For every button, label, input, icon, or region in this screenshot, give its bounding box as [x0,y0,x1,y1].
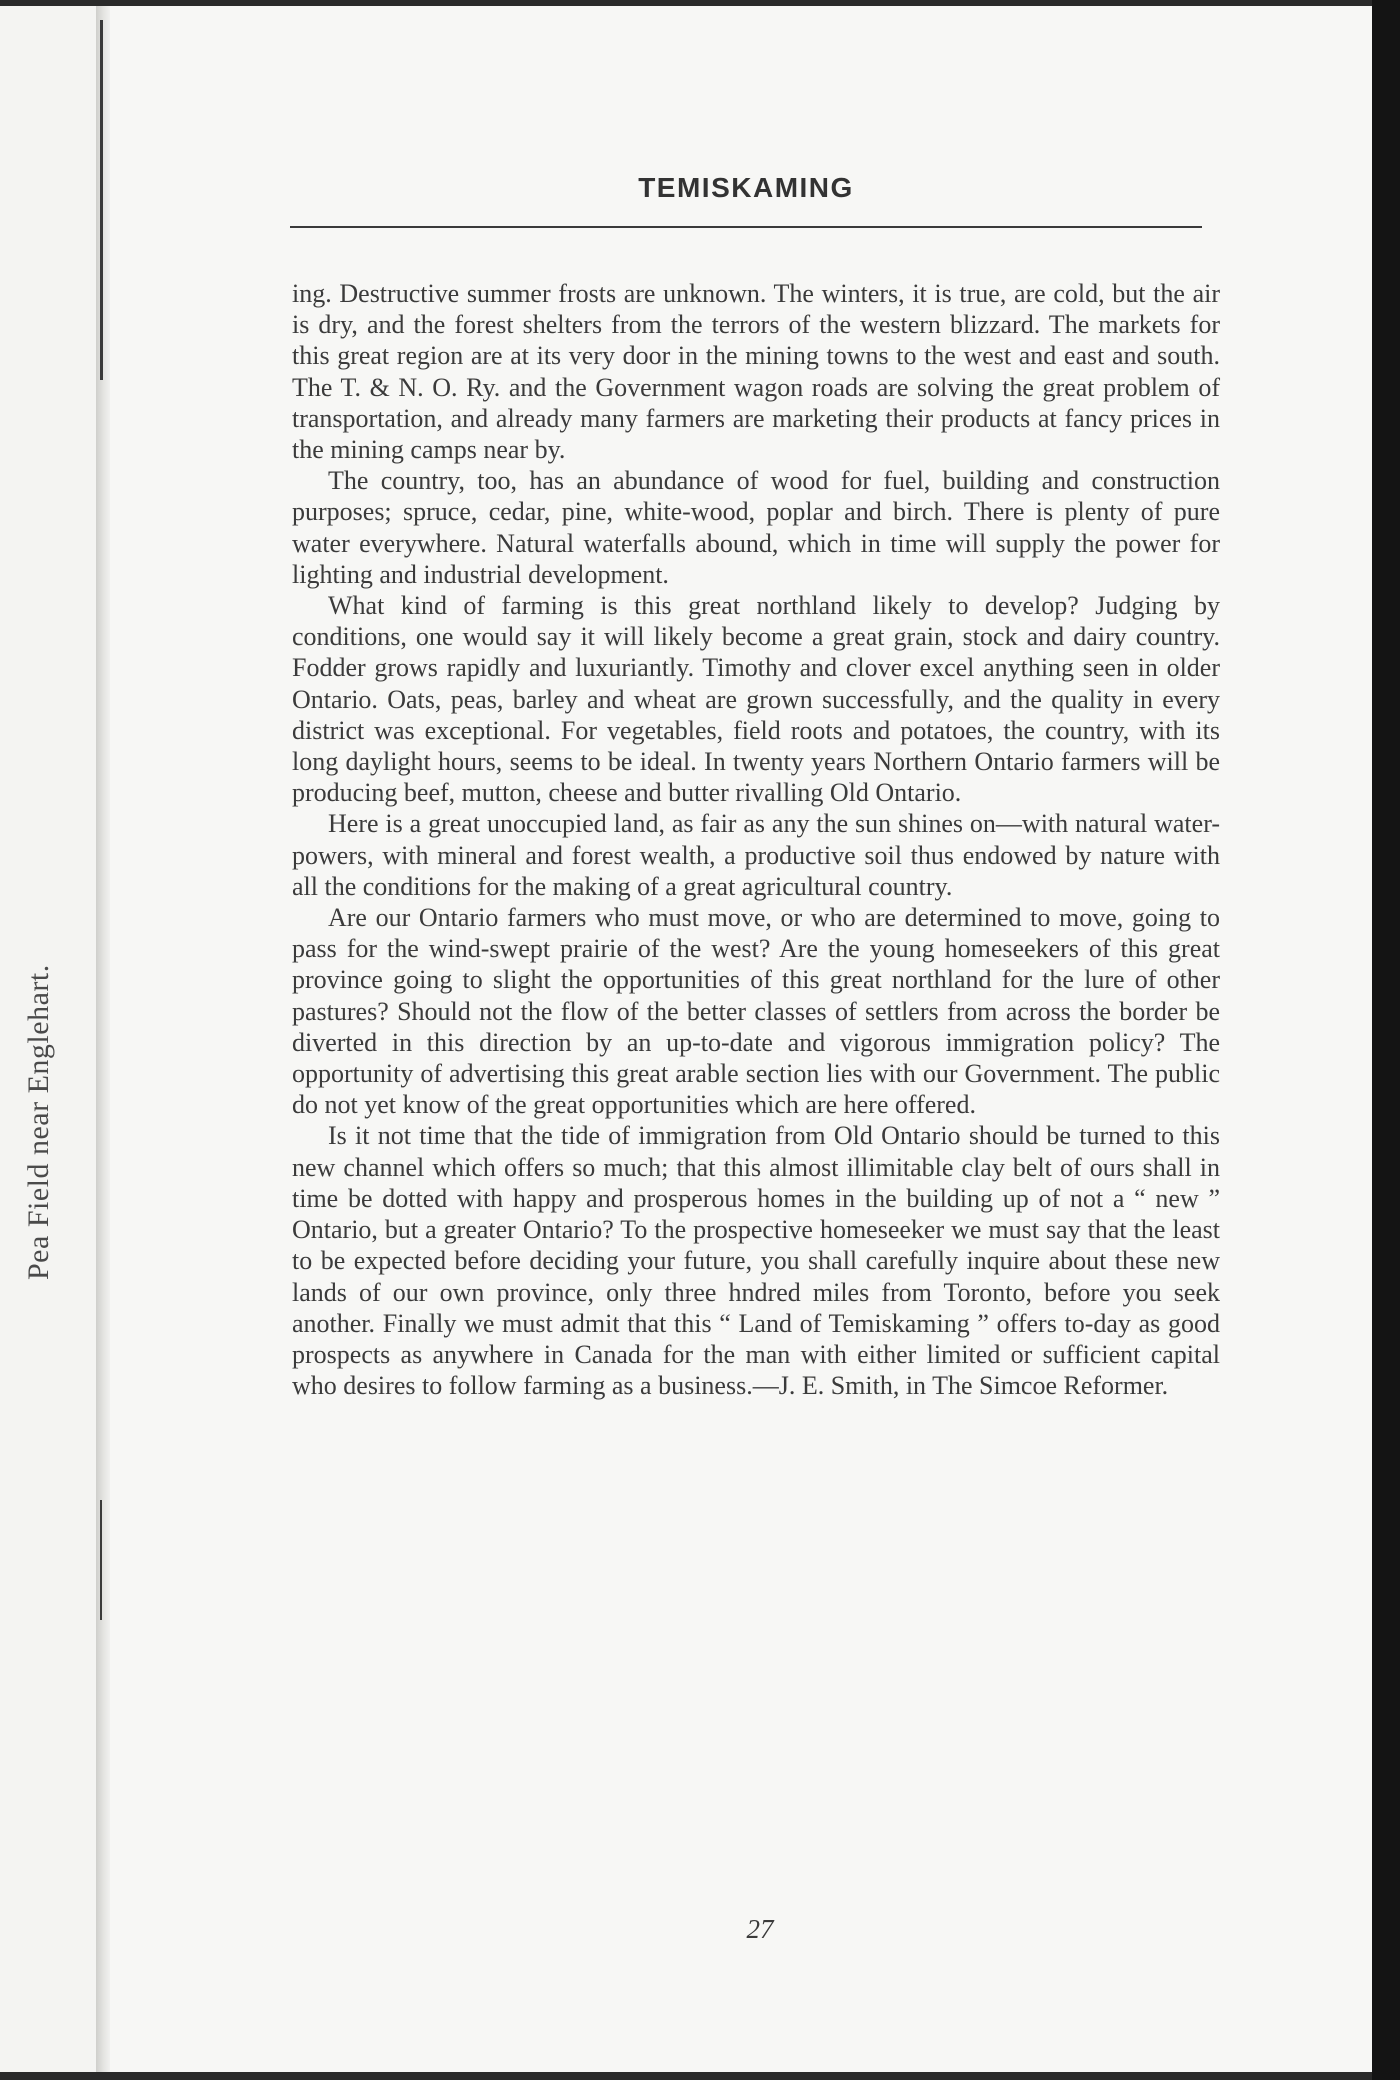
scan-right-edge [1372,0,1400,2080]
spine-dark-line [100,20,103,380]
book-spine-shadow [96,6,110,2072]
paragraph-3: What kind of farming is this great northland likely to develop? Judging by conditions, one would say it will likely become a great grain, stock and dairy country. Fodder grows rapidly and luxuriantly. Timothy and clover excel anything seen in older Ontario. Oats, peas, barley and wheat are grown successfully, and the quality in every district was exceptional. For vegetables, field roots and potatoes, the country, with its long daylight hours, seems to be ideal. In twenty years Northern Ontario farmers will be producing beef, mutton, cheese and butter rivalling Old Ontario. [292,591,1220,808]
paragraph-5: Are our Ontario farmers who must move, or who are determined to move, going to pass for the wind-swept prairie of the west? Are the young homeseekers of this great province going to slight the opportunities of this great northland for the lure of other pastures? Should not the flow of the better classes of settlers from across the border be diverted in this direction by an up-to-date and vigorous immigration policy? The opportunity of advertising this great arable section lies with our Government. The public do not yet know of the great opportunities which are here offered. [292,903,1220,1120]
facing-page-caption: Pea Field near Englehart. [22,964,55,1280]
spine-dark-line-lower [100,1500,102,1620]
paragraph-6: Is it not time that the tide of immigration from Old Ontario should be turned to this new channel which offers so much; that this almost illimitable clay belt of ours shall in time be dotted with happy and prosperous homes in the building up of not a “ new ” Ontario, but a greater Ontario? To the prospective homeseeker we must say that the least to be expected before deciding your future, you shall carefully inquire about these new lands of our own province, only three hndred miles from Toronto, before you seek another. Finally we must admit that this “ Land of Temiskaming ” offers to-day as good prospects as anywhere in Canada for the man with either limited or sufficient capital who desires to follow farming as a business.—J. E. Smith, in The Simcoe Reformer. [292,1121,1220,1401]
paragraph-4: Here is a great unoccupied land, as fair as any the sun shines on—with natural water-powers, with mineral and forest wealth, a productive soil thus endowed by nature with all the conditions for the making of a great agricultural country. [292,809,1220,901]
running-head: TEMISKAMING [638,172,854,203]
header-rule [290,226,1202,228]
paragraph-2: The country, too, has an abundance of wood for fuel, building and construction purposes; spruce, cedar, pine, white-wood, poplar and birch. There is plenty of pure water everywhere. Natural waterfalls abound, which in time will supply the power for lighting and industrial development. [292,466,1220,589]
article-body [292,278,1220,1401]
page-number: 27 [746,1914,774,1944]
paragraph-1: ing. Destructive summer frosts are unknown. The winters, it is true, are cold, but the air is dry, and the forest shelters from the terrors of the western blizzard. The markets for this great region are at its very door in the mining towns to the west and east and south. The T. & N. O. Ry. and the Government wagon roads are solving the great problem of transportation, and already many farmers are marketing their products at fancy prices in the mining camps near by. [292,279,1220,465]
